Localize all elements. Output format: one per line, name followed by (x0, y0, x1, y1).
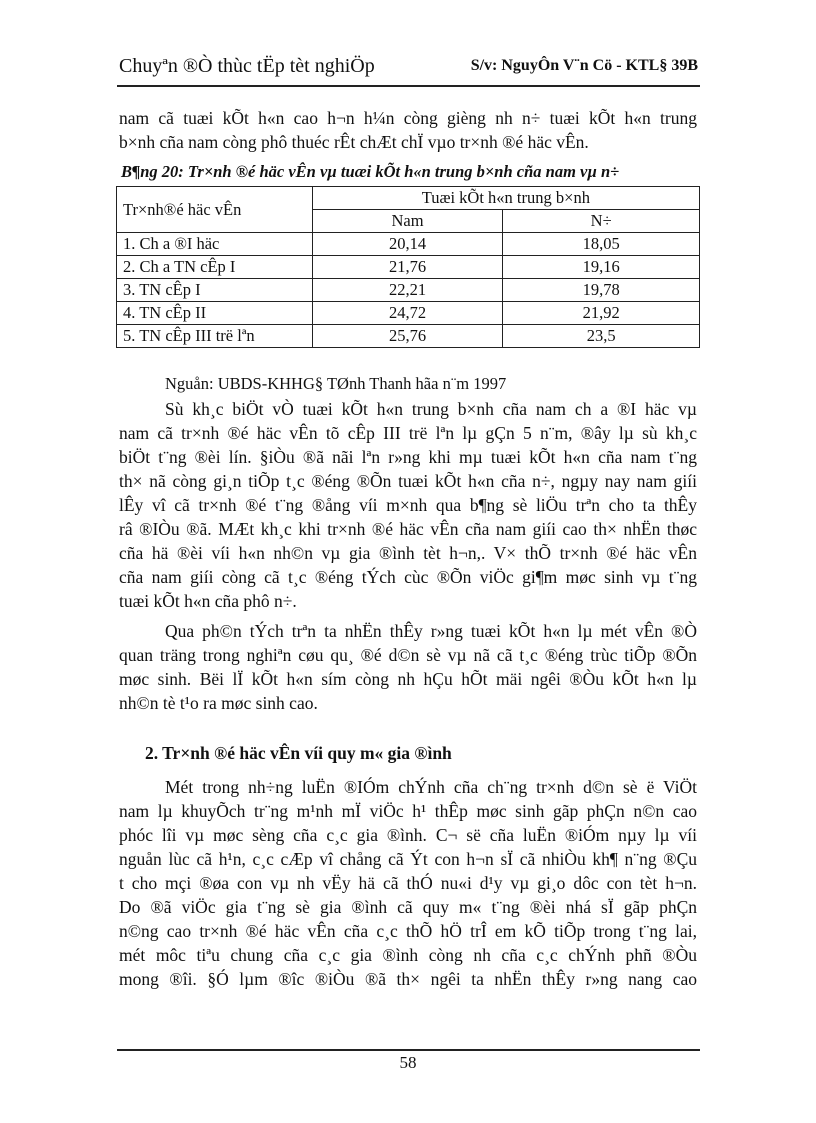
text-line: cña nam giíi còng cã t¸c ®éng tÝch cùc ®Õn viÖc gi¶m møc sinh vµ t¨ng (119, 567, 697, 587)
table-source-note: Nguån: UBDS-KHHG§ TØnh Thanh hãa n¨m 1997 (165, 374, 507, 393)
text-line: Sù kh¸c biÖt vÒ tuæi kÕt h«n trung b×nh cña nam ch a ®I häc vµ (165, 399, 697, 419)
header-thesis-title: Chuyªn ®Ò thùc tËp tèt nghiÖp (119, 55, 375, 77)
cell-level: 4. TN cÊp II (117, 302, 313, 325)
cell-female-age: 19,78 (503, 279, 700, 302)
text-line: nh©n tè t¹o ra møc sinh cao. (119, 693, 318, 713)
text-line: nam lµ khuyÕch tr¨ng m¹nh mÏ viÖc h¹ thÊp møc sinh gãp phÇn n©n cao (119, 801, 697, 821)
text-line: biÖt t¨ng ®èi lín. §iÒu ®ã nãi lªn r»ng khi mµ tuæi kÕt h«n cña nam t¨ng (119, 447, 697, 467)
cell-female-age: 18,05 (503, 233, 700, 256)
text-line: b×nh cña nam còng phô thuéc rÊt chÆt chÏ vµo tr×nh ®é häc vÊn. (119, 132, 589, 152)
cell-male-age: 22,21 (312, 279, 503, 302)
paragraph-analysis (119, 397, 697, 613)
table-row (117, 325, 700, 348)
text-line: nam cã tr×nh ®é häc vÊn tõ cÊp III trë lªn lµ gÇn 5 n¨m, ®ây lµ sù kh¸c (119, 423, 697, 443)
table-row (117, 302, 700, 325)
text-line: mong ®îi. §Ó lµm ®îc ®iÒu ®ã th× ngêi ta nhËn thÊy r»ng nang cao (119, 969, 697, 989)
cell-male-age: 21,76 (312, 256, 503, 279)
text-line: Qua ph©n tÝch trªn ta nhËn thÊy r»ng tuæi kÕt h«n lµ mét vÊn ®Ò (165, 621, 697, 641)
header-student-info: S/v: NguyÔn V¨n Cö - KTL§ 39B (470, 57, 698, 74)
text-line: cña hä ®èi víi h«n nh©n vµ gia ®ình tèt h¬n,. V× thÕ tr×nh ®é häc vÊn (119, 543, 697, 563)
cell-female-age: 21,92 (503, 302, 700, 325)
header-male: Nam (312, 210, 503, 233)
cell-male-age: 25,76 (312, 325, 503, 348)
text-line: râ ®IÒu ®ã. MÆt kh¸c khi tr×nh ®é häc vÊn cña nam giíi cao th× nhËn thøc (119, 519, 697, 539)
text-line: phóc lîi vµ møc sèng cña c¸c gia ®ình. C¬ së cña luËn ®iÓm nµy lµ víi (119, 825, 697, 845)
paragraph-conclusion (119, 619, 697, 715)
page-number: 58 (399, 1053, 417, 1072)
footer-divider (117, 1049, 700, 1051)
text-line: mét môc tiªu chung cña c¸c gia ®ình còng nh cña c¸c chÝnh phñ ®Òu (119, 945, 697, 965)
cell-female-age: 19,16 (503, 256, 700, 279)
text-line: møc sinh. Bëi lÏ kÕt h«n sím còng nh hÇu hÕt mäi ngêi ®Òu kÕt h«n lµ (119, 669, 697, 689)
cell-male-age: 24,72 (312, 302, 503, 325)
table-row (117, 256, 700, 279)
cell-female-age: 23,5 (503, 325, 700, 348)
table-row (117, 279, 700, 302)
header-education-level: Tr×nh®é häc vÊn (117, 187, 313, 233)
text-line: Do ®ã viÖc gia t¨ng sè gia ®ình cã quy m« t¨ng ®èi nhá sÏ gãp phÇn (119, 897, 697, 917)
text-line: Mét trong nh÷ng luËn ®IÓm chÝnh cña ch¨ng tr×nh d©n sè ë ViÖt (165, 777, 697, 797)
education-marriage-age-table (116, 186, 700, 348)
text-line: quan träng trong nghiªn cøu qu¸ ®é d©n sè vµ nã cã t¸c ®éng trùc tiÕp ®Õn (119, 645, 697, 665)
text-line: n©ng cao tr×nh ®é häc vÊn cña c¸c thÕ hÖ trÎ em kÕ tiÕp trong t¨ng lai, (119, 921, 697, 941)
table-row (117, 233, 700, 256)
section-heading: 2. Tr×nh ®é häc vÊn víi quy m« gia ®ình (145, 743, 452, 763)
header-average-marriage-age: Tuæi kÕt h«n trung b×nh (312, 187, 699, 210)
paragraph-family-size (119, 775, 697, 991)
table-caption: B¶ng 20: Tr×nh ®é häc vÊn vµ tuæi kÕt h«n trung b×nh cña nam vµ n÷ (121, 162, 620, 181)
text-line: t cho mçi ®øa con vµ nh vËy hä cã thÓ nu«i d¹y vµ gi¸o dôc con tèt h¬n. (119, 873, 697, 893)
cell-level: 5. TN cÊp III trë lªn (117, 325, 313, 348)
header-female: N÷ (503, 210, 700, 233)
intro-paragraph (119, 106, 697, 154)
table-header-row (117, 187, 700, 210)
cell-male-age: 20,14 (312, 233, 503, 256)
cell-level: 3. TN cÊp I (117, 279, 313, 302)
cell-level: 1. Ch a ®I häc (117, 233, 313, 256)
text-line: tuæi kÕt h«n cña phô n÷. (119, 591, 297, 611)
page-header (117, 53, 700, 87)
text-line: nam cã tuæi kÕt h«n cao h¬n h¼n còng gièng nh n÷ tuæi kÕt h«n trung (119, 108, 697, 128)
text-line: th× nã còng gi¸n tiÕp t¸c ®éng ®Õn tuæi kÕt h«n cña n÷, ngµy nay nam giíi (119, 471, 697, 491)
text-line: lÊy vî cã tr×nh ®é t¨ng ®ång víi m×nh qua b¶ng sè liÖu trªn cho ta thÊy (119, 495, 697, 515)
text-line: nguån lùc cã h¹n, c¸c cÆp vî chång cã Ýt con h¬n sÏ cã nhiÒu kh¶ n¨ng ®Çu (119, 849, 697, 869)
cell-level: 2. Ch a TN cÊp I (117, 256, 313, 279)
